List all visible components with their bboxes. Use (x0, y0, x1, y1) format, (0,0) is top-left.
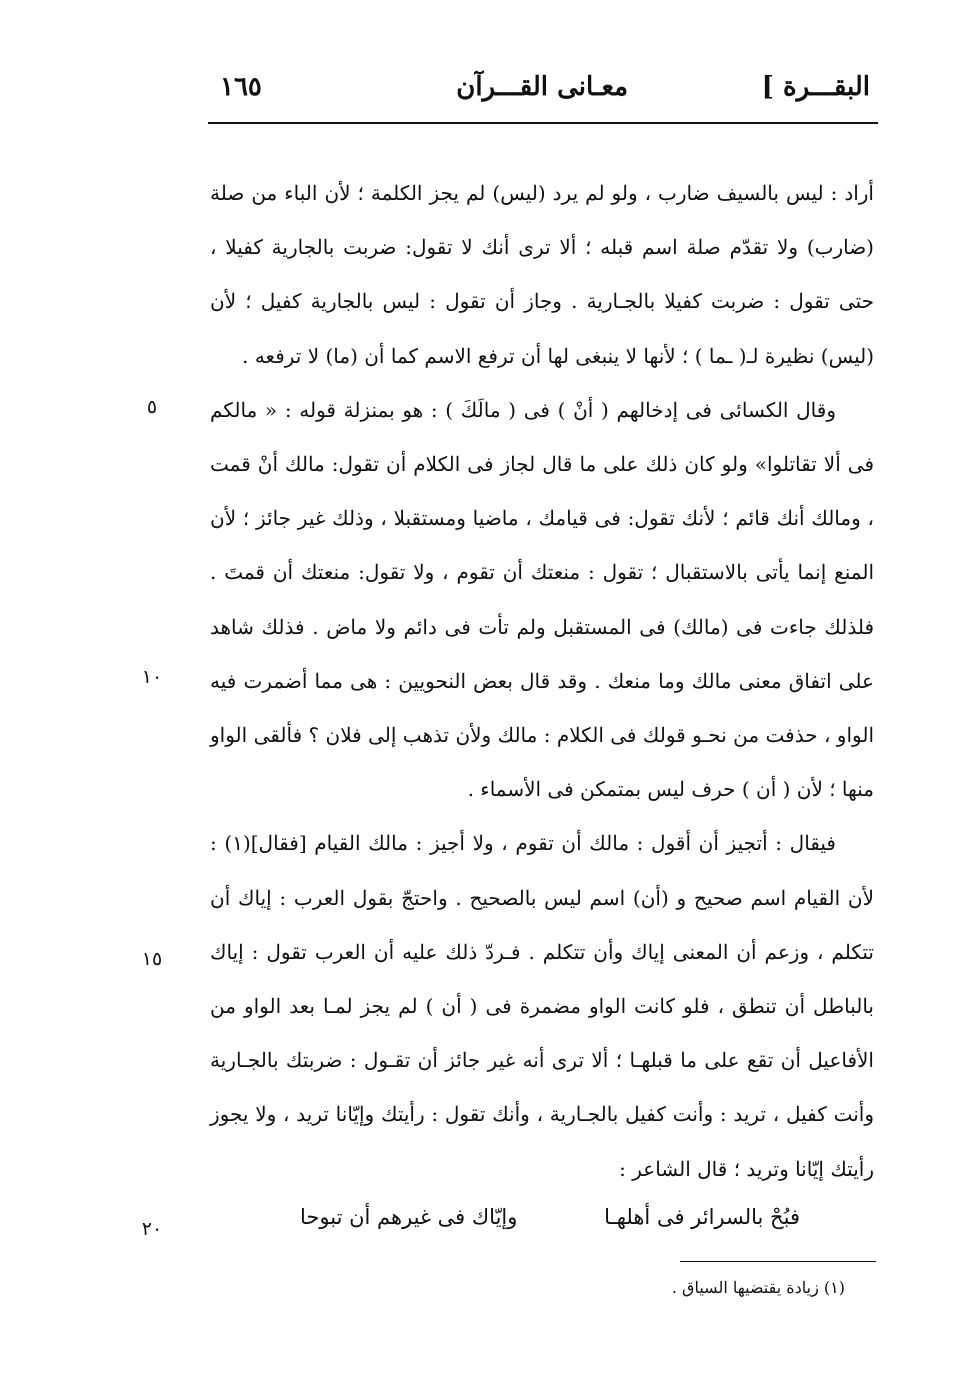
header-rule (208, 122, 878, 124)
paragraph: وقال الكسائى فى إدخالهم ( أنْ ) فى ( مالَكَ ) : هو بمنزلة قوله : « مالكم فى ألا تقاتلوا» ولو كان ذلك على ما قال لجاز فى الكلام أن تقول: مالك أنْ قمت ، ومالك أنك قائم ؛ لأنك تقول: فى قيامك ، ماضيا ومستقبلا ، وذلك غير جائز ؛ لأن المنع إنما يأتى بالاستقبال ؛ تقول : منعتك أن تقوم ، ولا تقول: منعتك أن قمتَ . فلذلك جاءت فى (مالك) فى المستقبل ولم تأت فى دائم ولا ماض . فذلك شاهد على اتفاق معنى مالك وما منعك . وقد قال بعض النحويين : هى مما أضمرت فيه الواو ، حذفت من نحـو قولك فى الكلام : مالك ولأن تذهب إلى فلان ؟ فألقى الواو منها ؛ لأن ( أن ) حرف ليس بمتمكن فى الأسماء . (210, 397, 874, 802)
surah-name: البقـــرة ] (761, 72, 870, 102)
poetry-verse (300, 1205, 800, 1249)
book-title: معـانى القـــرآن (456, 72, 628, 102)
main-text (210, 166, 874, 1196)
paragraph: فيقال : أتجيز أن أقول : مالك أن تقوم ، ولا أجيز : مالك القيام [فقال](١) : لأن القيام اسم صحيح و (أن) اسم ليس بالصحيح . واحتجّ بقول العرب : إياك أن تتكلم ، وزعم أن المعنى إياك وأن تتكلم . فـردّ ذلك عليه أن العرب تقول : إياك بالباطل أن تنطق ، فلو كانت الواو مضمرة فى ( أن ) لم يجز لمـا بعد الواو من الأفاعيل أن تقع على ما قبلهـا ؛ ألا ترى أنه غير جائز أن تقـول : ضربتك بالجـارية وأنت كفيل ، تريد : وأنت كفيل بالجـارية ، وأنك تقول : رأيتك وإيّانا تريد ، ولا يجوز رأيتك إيّانا وتريد ؛ قال الشاعر : (210, 831, 874, 1181)
paragraph: أراد : ليس بالسيف ضارب ، ولو لم يرد (ليس) لم يجز الكلمة ؛ لأن الباء من صلة (ضارب) ولا تقدّم صلة اسم قبله ؛ ألا ترى أنك لا تقول: ضربت بالجارية كفيلا ، حتى تقول : ضربت كفيلا بالجـارية . وجاز أن تقول : ليس بالجارية كفيل ؛ لأن (ليس) نظيرة لـ( ـما ) ؛ لأنها لا ينبغى لها أن ترفع الاسم كما أن (ما) لا ترفعه . (210, 181, 874, 368)
running-header (208, 72, 878, 116)
footnote-rule (680, 1261, 876, 1262)
line-number: ٢٠ (141, 1218, 163, 1240)
verse-first-hemistich: فبُحْ بالسرائر فى أهلهـا (604, 1205, 800, 1229)
line-number: ١٠ (141, 666, 163, 688)
line-number: ١٥ (141, 948, 163, 970)
line-number: ٥ (146, 396, 158, 418)
footnote: (١) زيادة يقتضيها السياق . (671, 1278, 845, 1297)
verse-second-hemistich: وإيّاك فى غيرهم أن تبوحا (300, 1205, 518, 1229)
page-number: ١٦٥ (220, 72, 262, 102)
